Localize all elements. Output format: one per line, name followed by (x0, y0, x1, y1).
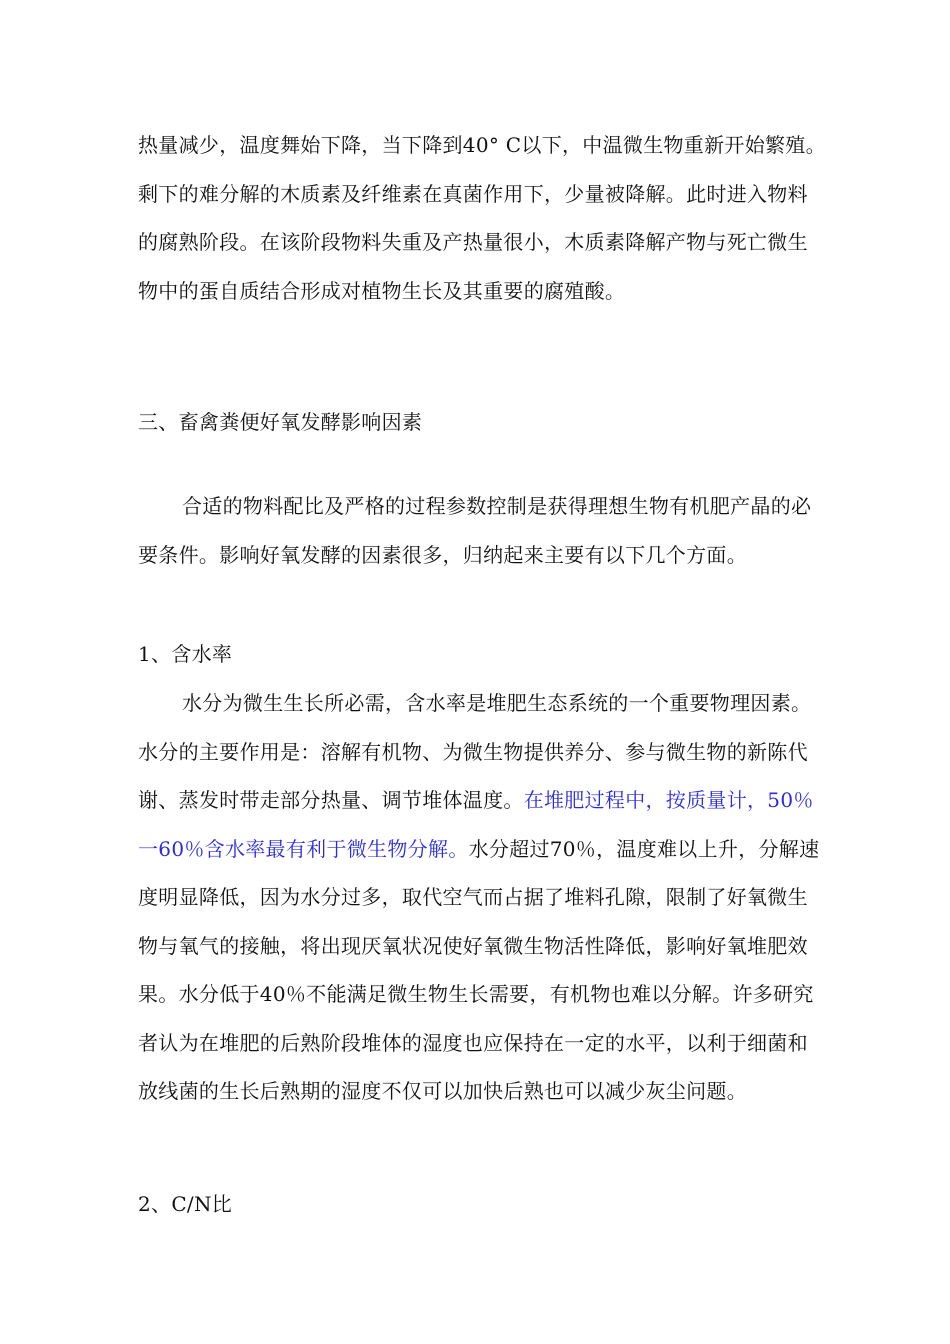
moisture-text-part-b: 水分超过70％，温度难以上升，分解速度明显降低，因为水分过多，取代空气而占据了堆料孔隙，限制了好氧微生物与氧气的接触，将出现厌氧状况使好氧微生物活性降低，影响好氧堆肥效果。水分低于40％不能满足微生物生长需要，有机物也难以分解。许多研究者认为在堆肥的后熟阶段堆体的湿度也应保持在一定的水平，以利于细菌和放线菌的生长后熟期的湿度不仅可以加快后熟也可以减少灰尘问题。 (138, 836, 820, 1103)
paragraph-intro-factors: 合适的物料配比及严格的过程参数控制是获得理想生物有机肥产晶的必要条件。影响好氧发酵的因素很多，归纳起来主要有以下几个方面。 (138, 494, 812, 567)
section-heading-influencing-factors: 三、畜禽粪便好氧发酵影响因素 (138, 410, 423, 434)
moisture-highlighted-text: 在堆肥过程中，按质量计，50％一60％含水率最有利于微生物分解。 (138, 788, 814, 861)
subheading-moisture-content: 1、含水率 (138, 642, 233, 666)
moisture-text-part-a: 水分为微生生长所必需，含水率是堆肥生态系统的一个重要物理因素。水分的主要作用是：溶解有机物、为微生物提供养分、参与微生物的新陈代谢、蒸发时带走部分热量、调节堆体温度。 (138, 691, 812, 812)
subheading-cn-ratio: 2、C/N比 (138, 1192, 233, 1216)
paragraph-composting-maturation: 热量减少，温度舞始下降，当下降到40° C以下，中温微生物重新开始繁殖。剩下的难分解的木质素及纤维素在真菌作用下，少量被降解。此时进入物料的腐熟阶段。在该阶段物料失重及产热量很小，木质素降解产物与死亡微生物中的蛋自质结合形成对植物生长及其重要的腐殖酸。 (138, 133, 826, 303)
paragraph-moisture-content (138, 679, 828, 1116)
